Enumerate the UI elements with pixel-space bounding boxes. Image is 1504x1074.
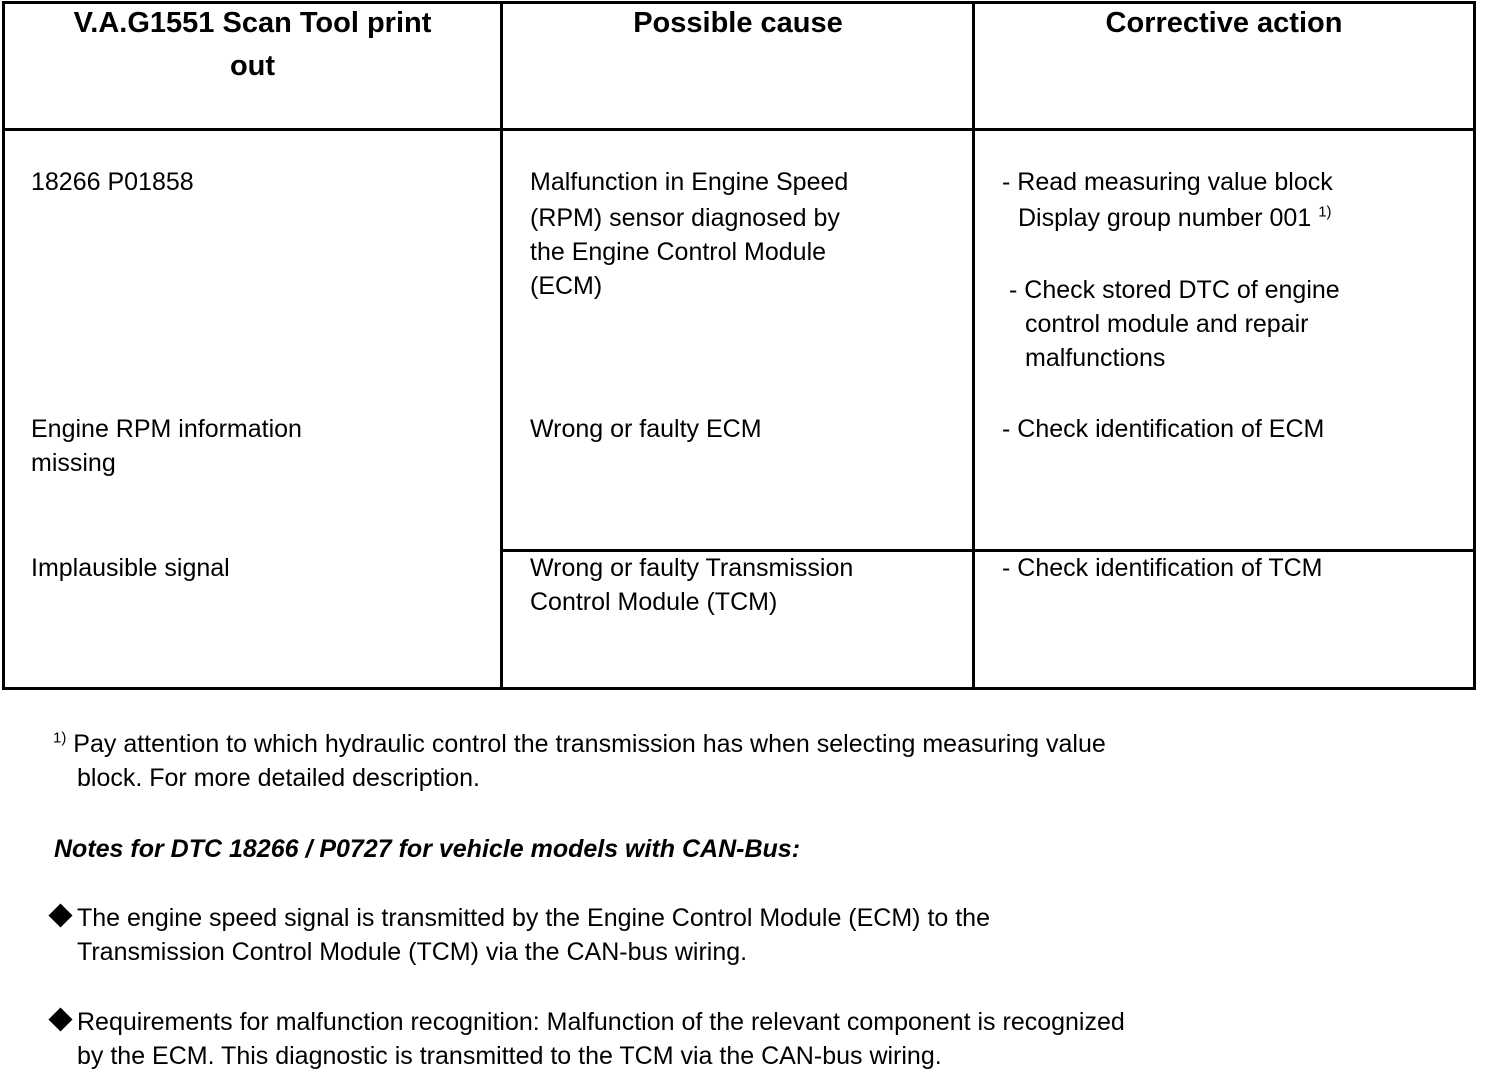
- row3-printout: Implausible signal: [31, 554, 230, 582]
- row1-cause-line: the Engine Control Module: [530, 238, 827, 266]
- header-scan-tool-printout: [5, 2, 500, 88]
- bullet-line: [52, 1005, 1125, 1039]
- row1-action-check-dtc: [1009, 273, 1340, 375]
- row1-printout: 18266 P01858: [31, 168, 194, 196]
- diamond-bullet-icon: [48, 1007, 72, 1031]
- footnote-ref: 1): [1318, 203, 1332, 221]
- bullet-line: Transmission Control Module (TCM) via the CAN-bus wiring.: [77, 938, 748, 966]
- footnote-line: [53, 727, 1106, 761]
- row1-action-line: malfunctions: [1025, 344, 1166, 372]
- row1-cause-line: (ECM): [530, 272, 603, 300]
- header-scan-tool-line1: V.A.G1551 Scan Tool print: [73, 7, 432, 39]
- row1-action-line: - Check stored DTC of engine: [1009, 276, 1340, 304]
- row2-printout-line: missing: [31, 449, 116, 477]
- table-border-right: [1473, 1, 1476, 690]
- diamond-bullet-icon: [48, 903, 72, 927]
- row1-cause-line: Malfunction in Engine Speed: [530, 168, 849, 196]
- footnote-marker: 1): [53, 729, 67, 747]
- row1-action-read-block: [1002, 165, 1333, 235]
- row2-cause: Wrong or faulty ECM: [530, 415, 762, 443]
- row1-cause: [530, 165, 848, 303]
- table-border-bottom: [2, 687, 1476, 690]
- row2-printout: [31, 412, 302, 480]
- header-scan-tool-line2: out: [229, 50, 276, 82]
- row1-action-text: Display group number 001: [1018, 204, 1312, 232]
- bullet-line: [52, 901, 990, 935]
- table-header-divider: [2, 128, 1476, 131]
- bullet-line: by the ECM. This diagnostic is transmitted to the TCM via the CAN-bus wiring.: [77, 1042, 942, 1070]
- notes-title: Notes for DTC 18266 / P0727 for vehicle models with CAN-Bus:: [54, 835, 801, 863]
- row3-cause-line: Wrong or faulty Transmission: [530, 554, 854, 582]
- footnote-line: block. For more detailed description.: [77, 764, 480, 792]
- notes-bullet: [52, 901, 990, 969]
- table-border-left: [2, 1, 5, 690]
- row1-cause-line: (RPM) sensor diagnosed by: [530, 204, 840, 232]
- row1-action-line: [1002, 201, 1333, 235]
- footnote: [53, 727, 1106, 795]
- table-col-divider-1: [500, 1, 503, 690]
- row3-action: - Check identification of TCM: [1002, 554, 1323, 582]
- notes-bullet: [52, 1005, 1125, 1073]
- row2-printout-line: Engine RPM information: [31, 415, 302, 443]
- row3-cause: [530, 551, 853, 619]
- row1-action-line: control module and repair: [1025, 310, 1309, 338]
- row3-cause-line: Control Module (TCM): [530, 588, 778, 616]
- header-corrective-action: Corrective action: [1105, 7, 1343, 39]
- footnote-text: Pay attention to which hydraulic control the transmission has when selecting measuring value: [73, 730, 1106, 758]
- row1-action-line: - Read measuring value block: [1002, 168, 1333, 196]
- bullet-text: Requirements for malfunction recognition: Malfunction of the relevant component is recognized: [77, 1008, 1125, 1036]
- row2-action: - Check identification of ECM: [1002, 415, 1325, 443]
- table-col-divider-2: [972, 1, 975, 690]
- bullet-text: The engine speed signal is transmitted by the Engine Control Module (ECM) to the: [77, 904, 990, 932]
- header-possible-cause: Possible cause: [633, 7, 843, 39]
